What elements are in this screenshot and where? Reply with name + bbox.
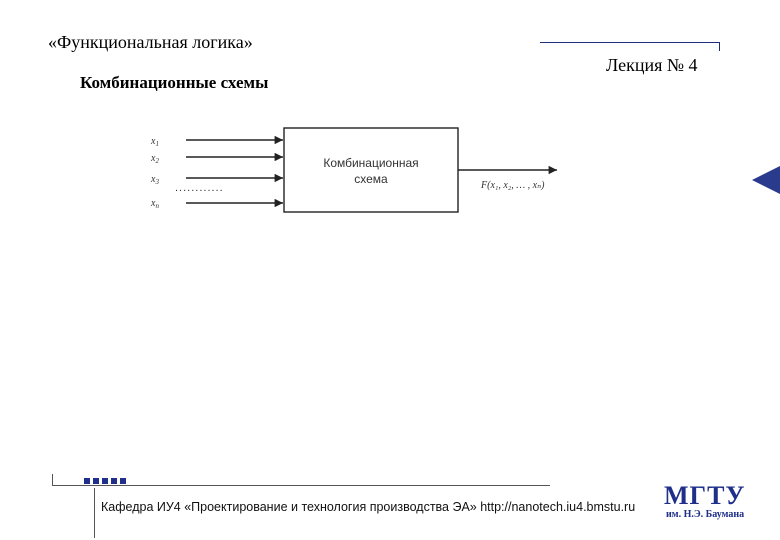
footer-dot bbox=[111, 478, 117, 484]
course-title: «Функциональная логика» bbox=[48, 32, 253, 52]
input-label-xn: $x_n$ bbox=[151, 198, 159, 210]
footer-dot bbox=[93, 478, 99, 484]
footer-rule-left bbox=[52, 485, 80, 486]
input-label-x2: $x_2$ bbox=[151, 153, 159, 165]
combinational-block bbox=[284, 128, 458, 212]
block-label-line1: Комбинационная bbox=[323, 156, 419, 170]
section-title: Комбинационные схемы bbox=[80, 73, 269, 92]
output-label: F(x₁, x₂, … , xₙ) bbox=[481, 180, 545, 191]
footer-dot bbox=[102, 478, 108, 484]
university-logo: МГТУ bbox=[664, 481, 746, 510]
block-label-line2: схема bbox=[354, 172, 388, 186]
input-label-x3: $x_3$ bbox=[151, 174, 159, 186]
lecture-number: Лекция № 4 bbox=[606, 55, 698, 75]
input-label-x1: $x_1$ bbox=[151, 136, 159, 148]
footer-rule-tick bbox=[52, 474, 53, 485]
footer-dot bbox=[120, 478, 126, 484]
inputs-ellipsis: ............ bbox=[175, 182, 224, 194]
footer-rule bbox=[80, 485, 550, 486]
footer-vertical-rule bbox=[94, 488, 95, 538]
department-text: Кафедра ИУ4 «Проектирование и технология производства ЭА» http://nanotech.iu4.bmstu.ru bbox=[101, 500, 636, 514]
university-subtitle: им. Н.Э. Баумана bbox=[666, 509, 745, 520]
footer-dots-decoration bbox=[84, 478, 126, 484]
footer-dot bbox=[84, 478, 90, 484]
